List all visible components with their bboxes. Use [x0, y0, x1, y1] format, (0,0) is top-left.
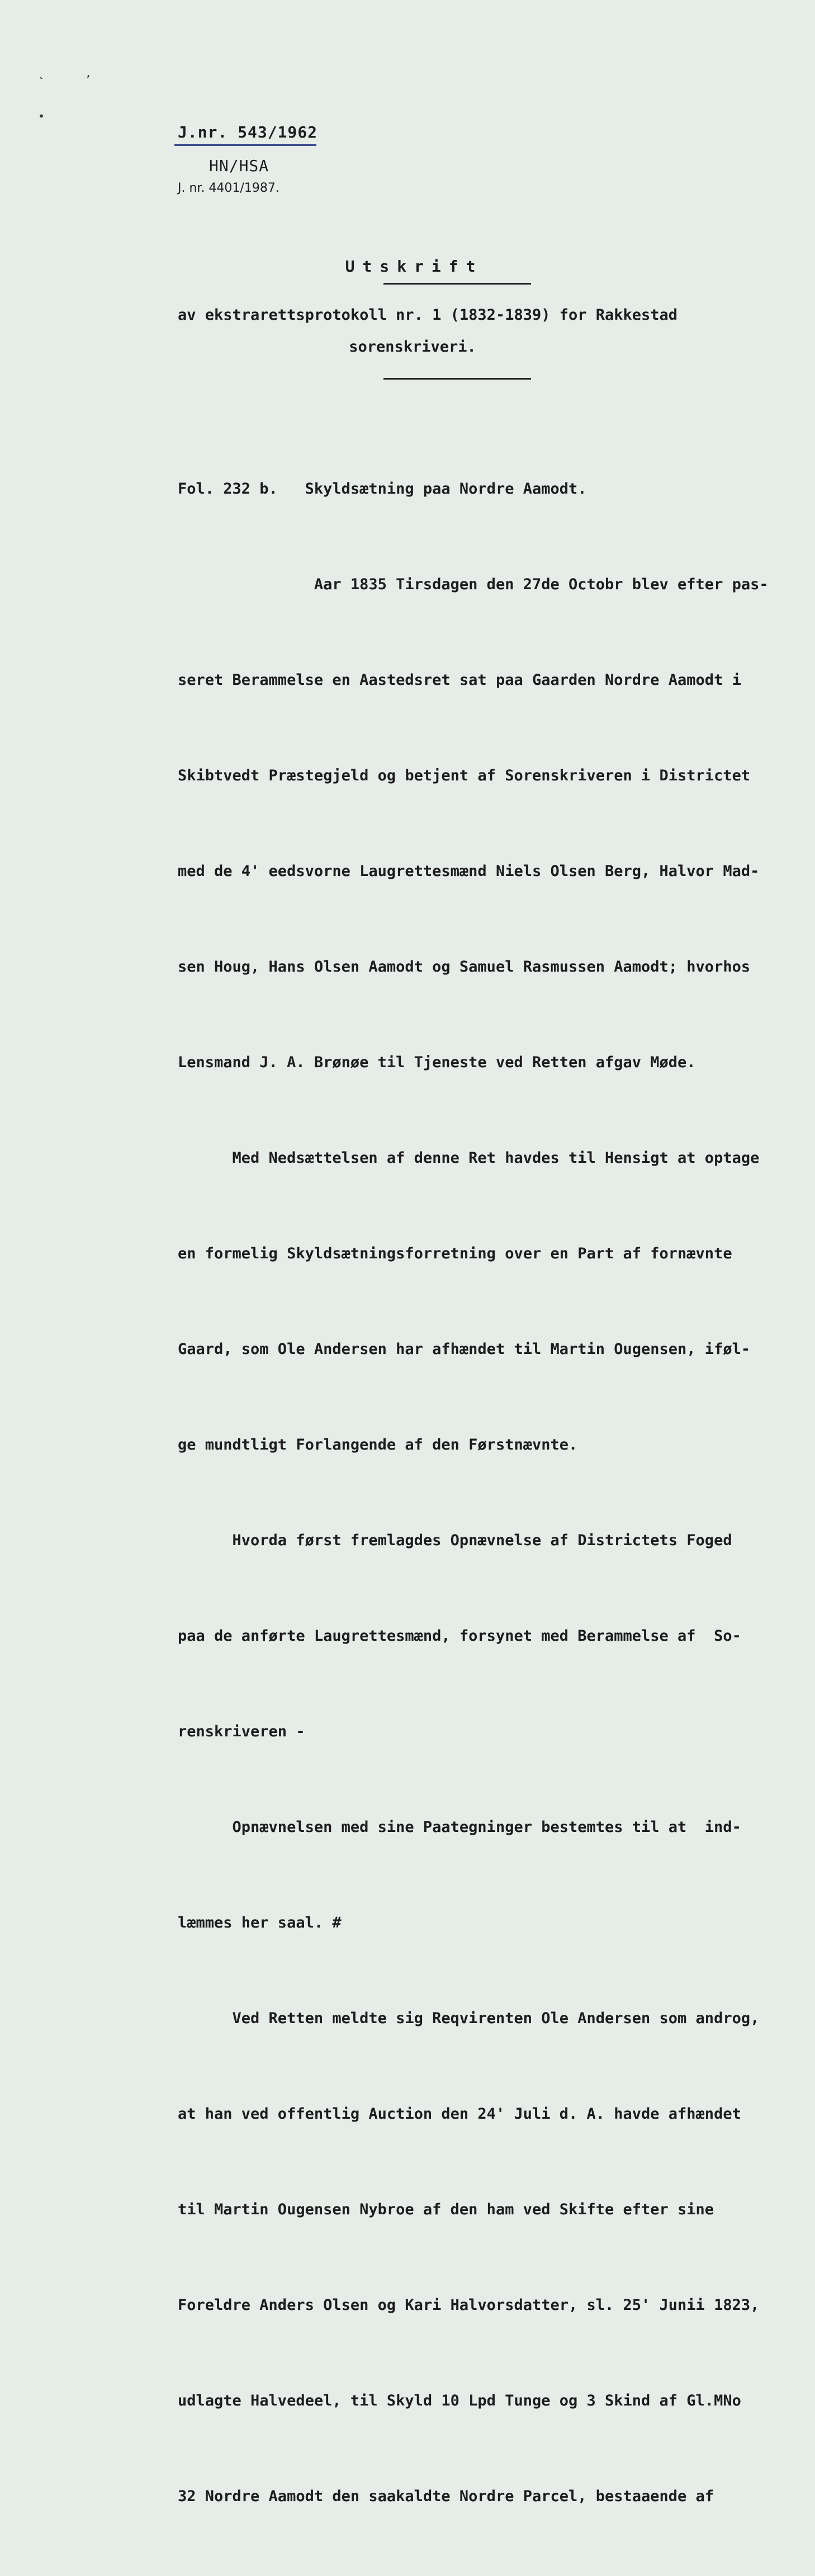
journal-number: J.nr. 543/1962 [178, 123, 318, 141]
body-line: renskriveren - [178, 1723, 305, 1740]
body-line: Gaard, som Ole Andersen har afhændet til Martin Ougensen, iføl- [178, 1341, 751, 1358]
body-line: udlagte Halvedeel, til Skyld 10 Lpd Tunge og 3 Skind af Gl.MNo [178, 2392, 741, 2409]
body-line: paa de anførte Laugrettesmænd, forsynet med Berammelse af So- [178, 1627, 741, 1645]
section-separator [383, 378, 531, 380]
body-line: Hvorda først fremlagdes Opnævnelse af Districtets Foged [178, 1532, 732, 1549]
body-line: Foreldre Anders Olsen og Kari Halvorsdatter, sl. 25' Junii 1823, [178, 2296, 760, 2314]
body-line: 32 Nordre Aamodt den saakaldte Nordre Parcel, bestaaende af [178, 2488, 714, 2505]
body-line: Lensmand J. A. Brønøe til Tjeneste ved Retten afgav Møde. [178, 1054, 696, 1071]
initials: HN/HSA [209, 157, 269, 175]
scan-speck: ˛ [38, 66, 45, 79]
body-line: Skibtvedt Præstegjeld og betjent af Sorenskriveren i Districtet [178, 767, 751, 784]
body-line: til Martin Ougensen Nybroe af den ham ved Skifte efter sine [178, 2201, 714, 2218]
body-line: en formelig Skyldsætningsforretning over en Part af fornævnte [178, 1245, 732, 1262]
body-line: Opnævnelsen med sine Paategninger bestemtes til at ind- [178, 1819, 741, 1836]
body-line: ge mundtligt Forlangende af den Førstnævnte. [178, 1436, 578, 1453]
scan-speck: , [85, 66, 92, 79]
journal-number-2: J. nr. 4401/1987. [178, 181, 279, 195]
document-body [178, 409, 795, 2576]
journal-underline [174, 144, 316, 146]
body-line: Ved Retten meldte sig Reqvirenten Ole Andersen som androg, [178, 2010, 760, 2027]
body-line: seret Berammelse en Aastedsret sat paa Gaarden Nordre Aamodt i [178, 671, 741, 689]
body-line: Fol. 232 b. Skyldsætning paa Nordre Aamodt. [178, 480, 587, 498]
body-line: Aar 1835 Tirsdagen den 27de Octobr blev efter pas- [178, 576, 769, 593]
body-line: sen Houg, Hans Olsen Aamodt og Samuel Rasmussen Aamodt; hvorhos [178, 958, 751, 976]
body-line: med de 4' eedsvorne Laugrettesmænd Niels Olsen Berg, Halvor Mad- [178, 863, 760, 880]
body-line: Med Nedsættelsen af denne Ret havdes til Hensigt at optage [178, 1149, 760, 1167]
scan-speck: • [38, 110, 45, 123]
body-line: at han ved offentlig Auction den 24' Juli d. A. havde afhændet [178, 2105, 741, 2123]
body-line: læmmes her saal. # [178, 1914, 342, 1931]
document-title: Utskrift [345, 257, 484, 276]
subtitle-line-1: av ekstrarettsprotokoll nr. 1 (1832-1839) for Rakkestad [178, 306, 678, 324]
subtitle-line-2: sorenskriveri. [349, 338, 476, 356]
title-underline [383, 283, 531, 285]
